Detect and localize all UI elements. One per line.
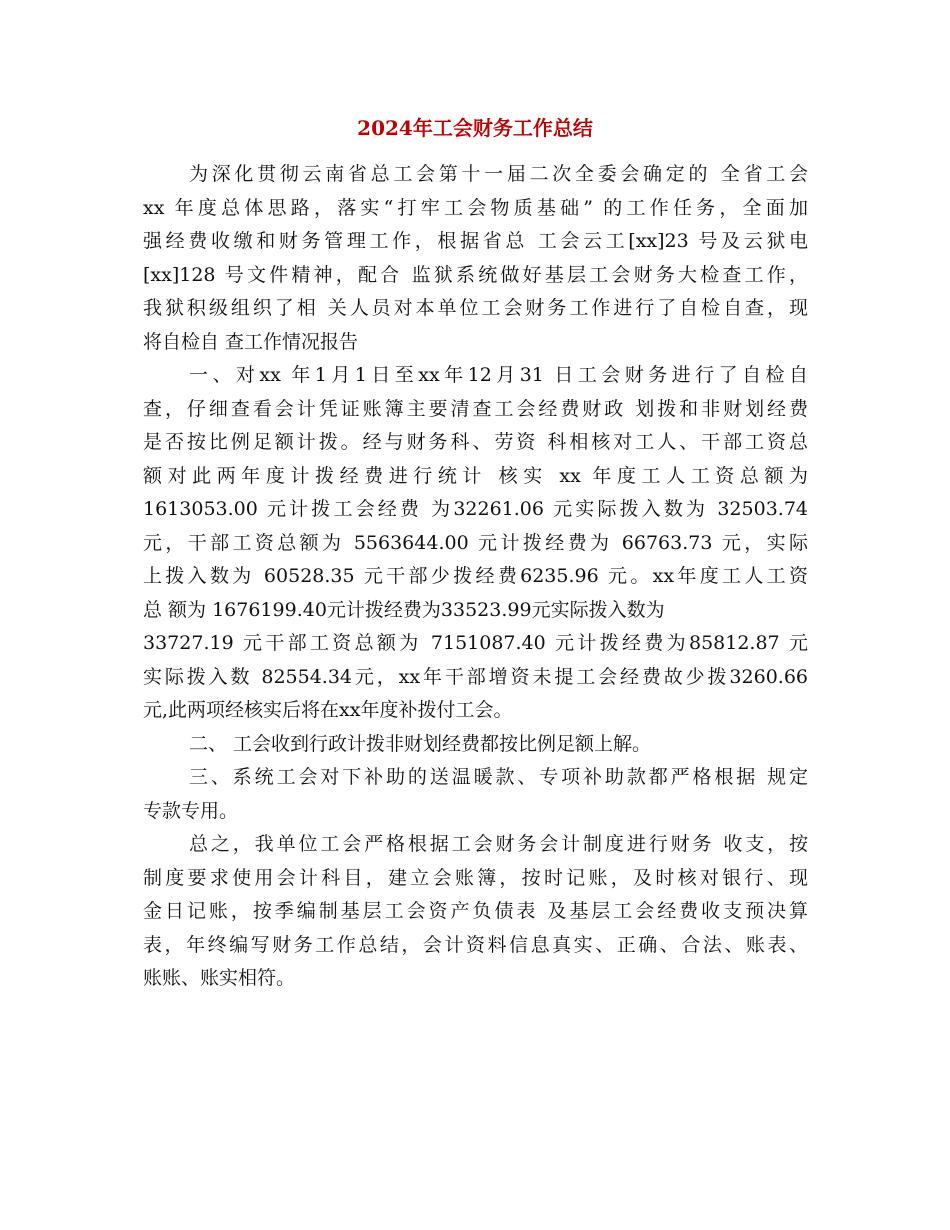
text-line: 二、 工会收到行政计拨非财划经费都按比例足额上解。	[189, 732, 652, 755]
text-line: 一、对xx 年1月1日至xx年12月31 日工会财务进行了自检自	[189, 364, 808, 386]
text-line: 专款专用。	[143, 799, 239, 822]
text-line: 额对此两年度计拨经费进行统计 核实 xx 年度工人工资总额为	[143, 464, 808, 487]
paragraph-summary	[143, 828, 808, 996]
paragraph-section-two	[143, 728, 808, 762]
text-line: [xx]128 号文件精神，配合 监狱系统做好基层工会财务大检查工作，	[143, 263, 808, 286]
text-line: 金日记账，按季编制基层工会资产负债表 及基层工会经费收支预决算	[143, 900, 808, 922]
text-line: 1613053.00 元计拨工会经费 为32261.06 元实际拨入数为 32503.74	[143, 498, 808, 520]
text-line: 33727.19 元干部工资总额为 7151087.40 元计拨经费为85812.87 元	[143, 632, 808, 654]
text-line: 实际拨入数 82554.34元，xx年干部增资未提工会经费故少拨3260.66	[143, 665, 808, 688]
text-line: 表，年终编写财务工作总结，会计资料信息真实、正确、合法、账表、	[143, 933, 808, 956]
text-line: 上拨入数为 60528.35 元干部少拨经费6235.96 元。xx年度工人工资	[143, 565, 808, 587]
text-line: 元,此两项经核实后将在xx年度补拨付工会。	[143, 699, 513, 721]
text-line: 强经费收缴和财务管理工作，根据省总 工会云工[xx]23 号及云狱电	[143, 230, 808, 252]
paragraph-section-one	[143, 359, 808, 728]
text-line: 查，仔细查看会计凭证账簿主要清查工会经费财政 划拨和非财划经费	[143, 397, 808, 420]
paragraph-intro	[143, 158, 808, 359]
text-line: 制度要求使用会计科目，建立会账簿，按时记账，及时核对银行、现	[143, 866, 808, 889]
text-line: 总之，我单位工会严格根据工会财务会计制度进行财务 收支，按	[189, 833, 808, 855]
text-line: 我狱积级组织了相 关人员对本单位工会财务工作进行了自检自查，现	[143, 297, 808, 319]
document-title: 2024年工会财务工作总结	[357, 116, 593, 140]
text-line: 元，干部工资总额为 5563644.00 元计拨经费为 66763.73 元，实际	[143, 531, 808, 554]
document-body	[143, 158, 808, 996]
text-line: 将自检自 查工作情况报告	[143, 330, 359, 353]
text-line: 总 额为 1676199.40元计拨经费为33523.99元实际拨入数为	[143, 598, 665, 621]
paragraph-section-three	[143, 761, 808, 828]
text-line: xx 年度总体思路，落实“打牢工会物质基础” 的工作任务，全面加	[143, 196, 808, 219]
text-line: 为深化贯彻云南省总工会第十一届二次全委会确定的 全省工会	[189, 163, 808, 185]
text-line: 是否按比例足额计拨。经与财务科、劳资 科相核对工人、干部工资总	[143, 431, 808, 453]
text-line: 三、系统工会对下补助的送温暖款、专项补助款都严格根据 规定	[189, 766, 808, 788]
text-line: 账账、账实相符。	[143, 967, 296, 989]
